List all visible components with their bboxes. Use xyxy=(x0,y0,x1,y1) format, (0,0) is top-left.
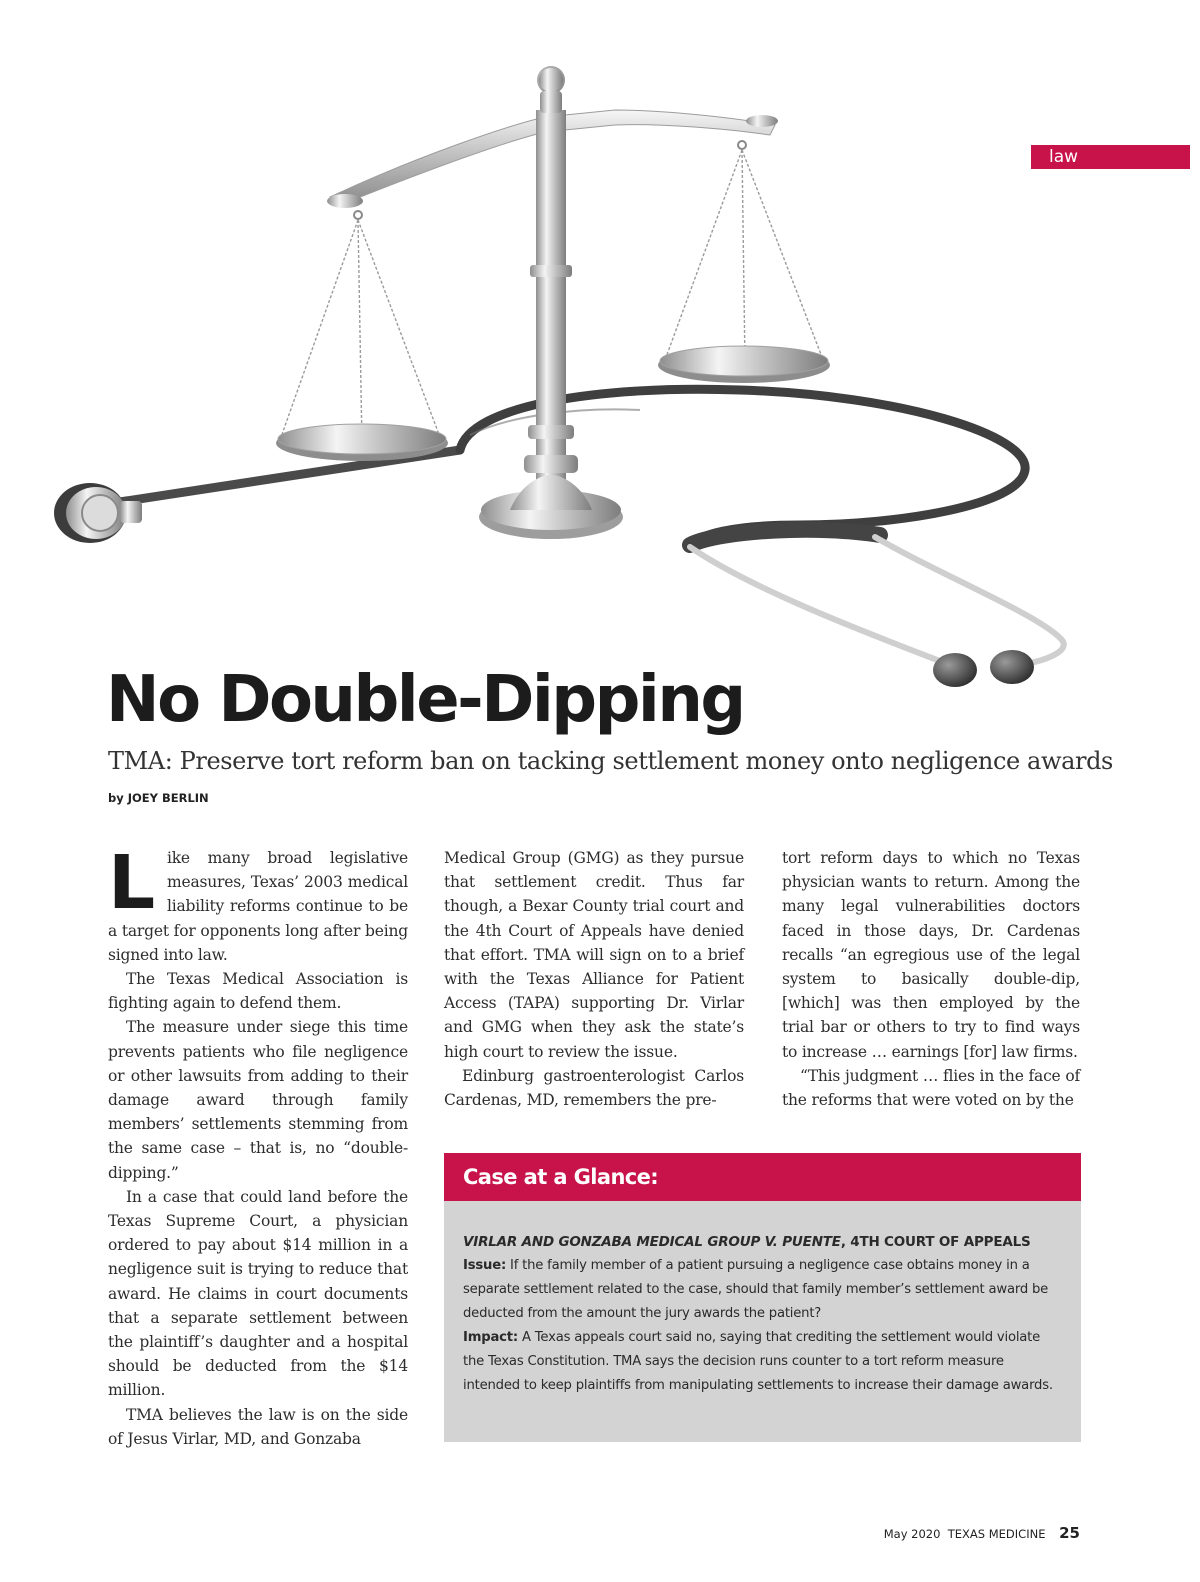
headline: No Double-Dipping xyxy=(106,663,744,737)
body-paragraph: In a case that could land before the Texas Supreme Court, a physician ordered to pay about $14 million in a negligence suit is trying to reduce that award. He claims in court documents that a separate settlement between the plaintiff’s daughter and a hospital should be deducted from the $14 million. xyxy=(108,1187,408,1400)
scales-and-stethoscope-illustration xyxy=(40,55,1120,695)
page-number: 25 xyxy=(1059,1524,1080,1542)
section-tag: law xyxy=(1031,145,1190,169)
body-paragraph: tort reform days to which no Texas physician wants to return. Among the many legal vulnerabilities doctors faced in those days, Dr. Cardenas recalls “an egregious use of the legal system to basically double-dip, [which] was then employed by the trial bar or others to try to find ways to increase … earnings [for] law firms. xyxy=(782,849,1080,1061)
drop-cap: L xyxy=(108,840,155,926)
page-footer xyxy=(884,1524,1080,1542)
impact-text: Impact: A Texas appeals court said no, saying that crediting the settlement would violate the Texas Constitution. TMA says the decision runs counter to a tort reform measure intended to keep plaintiffs from manipulating settlements to increase their damage awards. xyxy=(463,1330,1053,1393)
body-paragraph: Like many broad legislative measures, Texas’ 2003 medical liability reforms continue to be a target for opponents long after being signed into law. xyxy=(108,840,408,964)
body-paragraph: The Texas Medical Association is fighting again to defend them. xyxy=(108,970,408,1013)
case-at-a-glance-box xyxy=(444,1153,1081,1442)
article-column-3 xyxy=(782,846,1080,1112)
body-paragraph: Edinburg gastroenterologist Carlos Cardenas, MD, remembers the pre- xyxy=(444,1066,744,1110)
footer-publication: TEXAS MEDICINE xyxy=(947,1527,1046,1541)
case-name: VIRLAR AND GONZABA MEDICAL GROUP V. PUENTE, 4TH COURT OF APPEALS xyxy=(463,1234,1031,1250)
article-column-1 xyxy=(108,840,408,1451)
article-column-2 xyxy=(444,846,744,1112)
sidebar-title: Case at a Glance: xyxy=(444,1153,1081,1201)
body-paragraph: Medical Group (GMG) as they pursue that settlement credit. Thus far though, a Bexar County trial court and the 4th Court of Appeals have denied that effort. TMA will sign on to a brief with the Texas Alliance for Patient Access (TAPA) supporting Dr. Virlar and GMG when they ask the state’s high court to review the issue. xyxy=(444,849,744,1061)
body-paragraph: TMA believes the law is on the side of Jesus Virlar, MD, and Gonzaba xyxy=(108,1405,408,1448)
footer-issue: May 2020 xyxy=(883,1527,941,1541)
body-paragraph: “This judgment … flies in the face of the reforms that were voted on by the xyxy=(782,1066,1080,1110)
body-paragraph: The measure under siege this time prevents patients who file negligence or other lawsuits from adding to their damage award through family members’ settlements stemming from the same case – that is, no “double-dipping.” xyxy=(108,1018,408,1182)
byline: by JOEY BERLIN xyxy=(108,791,209,805)
deck: TMA: Preserve tort reform ban on tacking settlement money onto negligence awards xyxy=(108,747,1113,775)
issue-text: Issue: If the family member of a patient pursuing a negligence case obtains money in a separate settlement related to the case, should that family member’s settlement award be deducted from the amount the jury awards the patient? xyxy=(463,1258,1049,1321)
